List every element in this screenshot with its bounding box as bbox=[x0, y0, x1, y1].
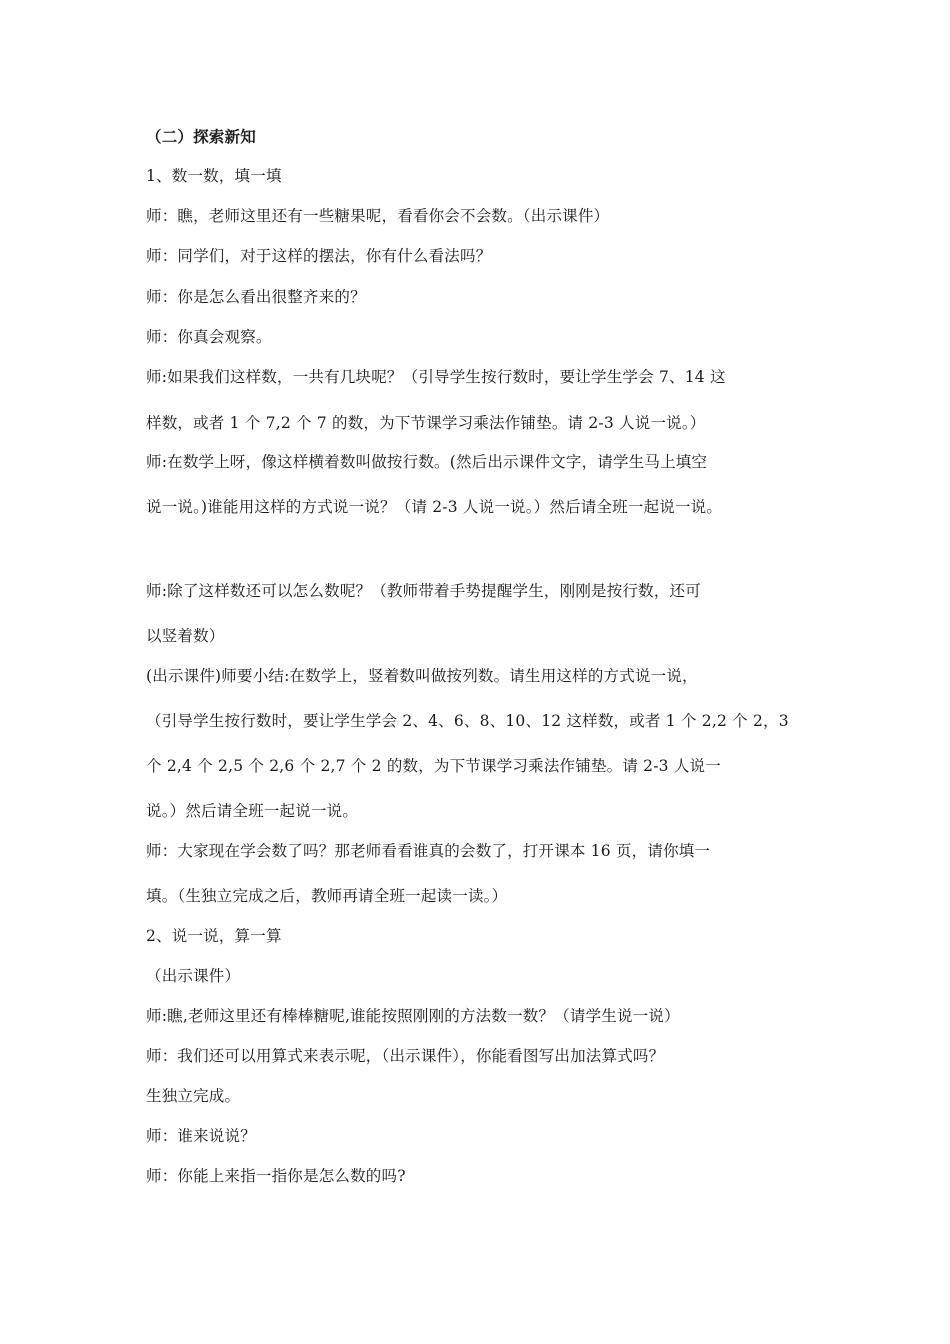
subsection-heading-1: 1、数一数，填一填 bbox=[146, 167, 282, 185]
subsection-heading-2: 2、说一说，算一算 bbox=[146, 927, 282, 945]
paragraph-line: 样数，或者 1 个 7,2 个 7 的数，为下节课学习乘法作铺垫。请 2-3 人说一说。） bbox=[146, 414, 706, 432]
paragraph-line: 师:在数学上呀，像这样横着数叫做按行数。(然后出示课件文字，请学生马上填空 bbox=[146, 453, 708, 471]
paragraph-line: 师：你能上来指一指你是怎么数的吗? bbox=[146, 1167, 406, 1185]
paragraph-line: 师：你是怎么看出很整齐来的？ bbox=[146, 288, 366, 306]
paragraph-line: （引导学生按行数时，要让学生学会 2、4、6、8、10、12 这样数，或者 1 个 2,2 个 2，3 bbox=[146, 712, 789, 730]
paragraph-line: 师：你真会观察。 bbox=[146, 328, 272, 346]
paragraph-line: （出示课件） bbox=[146, 967, 241, 985]
paragraph-line: (出示课件)师要小结:在数学上，竖着数叫做按列数。请生用这样的方式说一说， bbox=[146, 667, 698, 685]
paragraph-line: 师：谁来说说？ bbox=[146, 1127, 256, 1145]
paragraph-line: 师：同学们，对于这样的摆法，你有什么看法吗？ bbox=[146, 247, 492, 265]
paragraph-line: 师：我们还可以用算式来表示呢，（出示课件），你能看图写出加法算式吗？ bbox=[146, 1047, 665, 1065]
paragraph-line: 生独立完成。 bbox=[146, 1087, 241, 1105]
section-title: （二）探索新知 bbox=[146, 127, 256, 146]
paragraph-line: 填。（生独立完成之后，教师再请全班一起读一读。） bbox=[146, 887, 508, 905]
paragraph-line: 说。）然后请全班一起说一说。 bbox=[146, 802, 359, 820]
paragraph-line: 师:瞧,老师这里还有棒棒糖呢,谁能按照刚刚的方法数一数？（请学生说一说） bbox=[146, 1007, 680, 1025]
paragraph-line: 师：瞧，老师这里还有一些糖果呢，看看你会不会数。（出示课件） bbox=[146, 207, 610, 225]
paragraph-line: 以竖着数） bbox=[146, 627, 225, 645]
paragraph-line: 师：大家现在学会数了吗？那老师看看谁真的会数了，打开课本 16 页，请你填一 bbox=[146, 842, 711, 860]
paragraph-line: 说一说。)谁能用这样的方式说一说？（请 2-3 人说一说。）然后请全班一起说一说。 bbox=[146, 498, 723, 516]
paragraph-line: 师:如果我们这样数，一共有几块呢？（引导学生按行数时，要让学生学会 7、14 这 bbox=[146, 368, 726, 386]
paragraph-line: 师:除了这样数还可以怎么数呢？（教师带着手势提醒学生，刚刚是按行数，还可 bbox=[146, 582, 701, 600]
paragraph-line: 个 2,4 个 2,5 个 2,6 个 2,7 个 2 的数，为下节课学习乘法作铺垫。请 2-3 人说一 bbox=[146, 757, 721, 775]
